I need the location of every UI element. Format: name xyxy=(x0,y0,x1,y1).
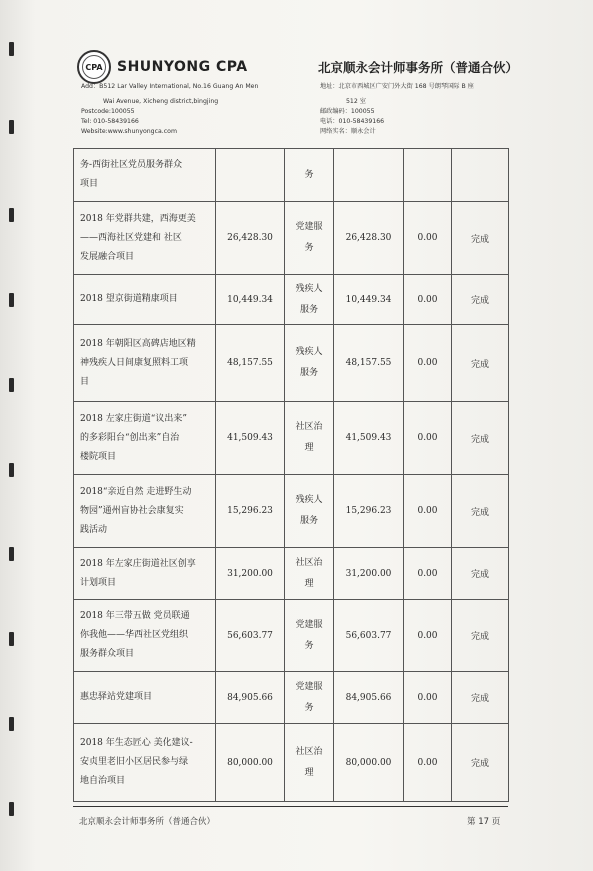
binder-mark xyxy=(9,208,14,222)
category-line: 党建服 xyxy=(295,619,323,630)
project-name-cell xyxy=(74,202,216,275)
category-line: 务 xyxy=(304,169,314,180)
table-row xyxy=(74,600,509,672)
project-name-line: 项目 xyxy=(80,179,99,189)
project-name-line: 目 xyxy=(80,376,90,387)
status-cell: 完成 xyxy=(452,548,509,600)
project-name-line: 的多彩阳台“创出来”自治 xyxy=(80,432,180,443)
project-name-line: 物园”通州盲协社会康复实 xyxy=(80,505,184,516)
project-name-line: 2018 年左家庄街道社区创享 xyxy=(80,558,196,569)
binder-mark xyxy=(9,120,14,134)
status-cell: 完成 xyxy=(452,724,509,802)
actual-amount-cell: 41,509.43 xyxy=(334,402,404,475)
project-name-line: 地自治项目 xyxy=(80,776,126,786)
category-cell xyxy=(285,402,334,475)
budget-amount-cell: 41,509.43 xyxy=(216,402,285,475)
budget-amount-cell: 80,000.00 xyxy=(216,724,285,802)
category-line: 残疾人 xyxy=(295,347,323,357)
project-name-line: 安贞里老旧小区居民参与绿 xyxy=(80,757,189,767)
postcode-cn: 邮政编码：100055 xyxy=(320,108,375,115)
project-name-cell xyxy=(74,548,216,600)
budget-amount-cell: 15,296.23 xyxy=(216,475,285,548)
category-line: 社区治 xyxy=(295,422,323,432)
status-cell: 完成 xyxy=(452,402,509,475)
actual-amount-cell: 80,000.00 xyxy=(334,724,404,802)
logo-name: SHUNYONG CPA xyxy=(117,59,248,75)
binder-mark xyxy=(9,463,14,477)
difference-cell: 0.00 xyxy=(404,672,452,724)
category-line: 党建服 xyxy=(295,222,323,232)
status-cell: 完成 xyxy=(452,672,509,724)
difference-cell: 0.00 xyxy=(404,275,452,325)
category-cell xyxy=(285,325,334,402)
budget-amount-cell: 31,200.00 xyxy=(216,548,285,600)
category-line: 残疾人 xyxy=(295,495,323,505)
category-line: 务 xyxy=(304,243,314,253)
actual-amount-cell: 26,428.30 xyxy=(334,202,404,275)
category-line: 务 xyxy=(304,640,314,651)
project-name-cell xyxy=(74,475,216,548)
project-name-line: 2018 年朝阳区高碑店地区精 xyxy=(80,338,196,349)
project-name-line: 你我他——华西社区党组织 xyxy=(80,630,189,640)
difference-cell: 0.00 xyxy=(404,325,452,402)
postcode-en: Postcode:100055 xyxy=(81,108,135,115)
binder-mark xyxy=(9,717,14,731)
actual-amount-cell: 15,296.23 xyxy=(334,475,404,548)
category-cell xyxy=(285,548,334,600)
project-name-line: 践活动 xyxy=(80,524,108,535)
difference-cell xyxy=(404,149,452,202)
category-cell xyxy=(285,600,334,672)
project-table xyxy=(73,148,509,802)
address-cn-line2: 512 室 xyxy=(346,98,366,105)
project-name-cell xyxy=(74,149,216,202)
status-cell: 完成 xyxy=(452,325,509,402)
project-name-line: 惠忠驿站党建项目 xyxy=(80,692,153,702)
category-line: 务 xyxy=(304,702,314,713)
project-name-cell xyxy=(74,672,216,724)
project-name-line: 2018 年生态匠心 美化建议- xyxy=(80,738,193,748)
footer-rule xyxy=(73,806,508,807)
status-cell: 完成 xyxy=(452,275,509,325)
difference-cell: 0.00 xyxy=(404,202,452,275)
table-row xyxy=(74,402,509,475)
table-row xyxy=(74,475,509,548)
budget-amount-cell: 56,603.77 xyxy=(216,600,285,672)
address-cn-line1: 地址：北京市西城区广安门外大街 168 号朗琴国际 B 座 xyxy=(320,83,474,90)
budget-amount-cell xyxy=(216,149,285,202)
difference-cell: 0.00 xyxy=(404,475,452,548)
actual-amount-cell: 10,449.34 xyxy=(334,275,404,325)
budget-amount-cell: 84,905.66 xyxy=(216,672,285,724)
category-cell xyxy=(285,149,334,202)
logo-mark: CPA xyxy=(85,62,103,72)
project-name-line: 楼院项目 xyxy=(80,451,117,462)
logo-seal-icon xyxy=(77,50,111,84)
table-row xyxy=(74,672,509,724)
address-en-line2: Wai Avenue, Xicheng district,bingjing xyxy=(103,98,219,105)
binder-mark xyxy=(9,802,14,816)
website-en: Website:www.shunyongca.com xyxy=(81,128,177,135)
project-name-cell xyxy=(74,600,216,672)
status-cell xyxy=(452,149,509,202)
binder-mark xyxy=(9,293,14,307)
actual-amount-cell: 56,603.77 xyxy=(334,600,404,672)
budget-amount-cell: 26,428.30 xyxy=(216,202,285,275)
project-name-cell xyxy=(74,275,216,325)
category-line: 残疾人 xyxy=(295,283,323,294)
difference-cell: 0.00 xyxy=(404,548,452,600)
category-cell xyxy=(285,672,334,724)
actual-amount-cell: 31,200.00 xyxy=(334,548,404,600)
difference-cell: 0.00 xyxy=(404,402,452,475)
binder-mark xyxy=(9,547,14,561)
project-name-cell xyxy=(74,724,216,802)
table-row xyxy=(74,724,509,802)
category-line: 党建服 xyxy=(295,681,323,692)
table-row xyxy=(74,548,509,600)
project-name-line: 2018 年三带五做 党员联通 xyxy=(80,611,190,621)
category-line: 社区治 xyxy=(295,746,323,757)
category-line: 服务 xyxy=(299,304,318,315)
letterhead-contact-cn xyxy=(320,82,474,137)
budget-amount-cell: 10,449.34 xyxy=(216,275,285,325)
binder-mark xyxy=(9,632,14,646)
page-number: 第 17 页 xyxy=(467,817,501,827)
category-line: 理 xyxy=(304,578,314,589)
project-name-line: 发展融合项目 xyxy=(80,251,135,262)
category-line: 服务 xyxy=(299,516,318,526)
project-name-cell xyxy=(74,402,216,475)
project-name-line: 2018 望京街道精康项目 xyxy=(80,294,178,304)
letterhead-contact-en xyxy=(81,82,258,137)
project-name-line: 服务群众项目 xyxy=(80,649,135,659)
difference-cell: 0.00 xyxy=(404,724,452,802)
firm-name-cn: 北京顺永会计师事务所（普通合伙） xyxy=(318,60,519,75)
status-cell: 完成 xyxy=(452,202,509,275)
address-en-line1: Add：B512 Lar Valley International, No.16 Guang An Men xyxy=(81,83,259,90)
actual-amount-cell: 48,157.55 xyxy=(334,325,404,402)
category-line: 理 xyxy=(304,443,314,453)
category-cell xyxy=(285,275,334,325)
project-name-line: 2018“亲近自然 走进野生动 xyxy=(80,486,192,497)
project-name-line: ——西海社区党建和 社区 xyxy=(80,232,182,243)
project-name-line: 计划项目 xyxy=(80,577,117,588)
difference-cell: 0.00 xyxy=(404,600,452,672)
website-cn: 网络实名：顺永会计 xyxy=(320,128,376,135)
table-row xyxy=(74,149,509,202)
tel-en: Tel: 010-58439166 xyxy=(81,118,139,125)
project-name-line: 神残疾人日间康复照料工项 xyxy=(80,357,189,368)
category-line: 社区治 xyxy=(295,557,323,568)
budget-amount-cell: 48,157.55 xyxy=(216,325,285,402)
category-cell xyxy=(285,475,334,548)
firm-logo xyxy=(77,50,248,84)
table-row xyxy=(74,202,509,275)
table-row xyxy=(74,275,509,325)
category-cell xyxy=(285,724,334,802)
actual-amount-cell xyxy=(334,149,404,202)
category-line: 服务 xyxy=(299,368,318,378)
category-line: 理 xyxy=(304,767,314,778)
binder-mark xyxy=(9,42,14,56)
project-name-line: 2018 年党群共建，西海更美 xyxy=(80,213,196,224)
category-cell xyxy=(285,202,334,275)
status-cell: 完成 xyxy=(452,600,509,672)
project-name-line: 2018 左家庄街道“议出来” xyxy=(80,413,187,424)
footer-firm-name: 北京顺永会计师事务所（普通合伙） xyxy=(79,817,216,827)
binder-mark xyxy=(9,378,14,392)
project-name-cell xyxy=(74,325,216,402)
tel-cn: 电话：010-58439166 xyxy=(320,118,385,125)
table-row xyxy=(74,325,509,402)
actual-amount-cell: 84,905.66 xyxy=(334,672,404,724)
status-cell: 完成 xyxy=(452,475,509,548)
project-name-line: 务-西街社区党员服务群众 xyxy=(80,160,183,170)
